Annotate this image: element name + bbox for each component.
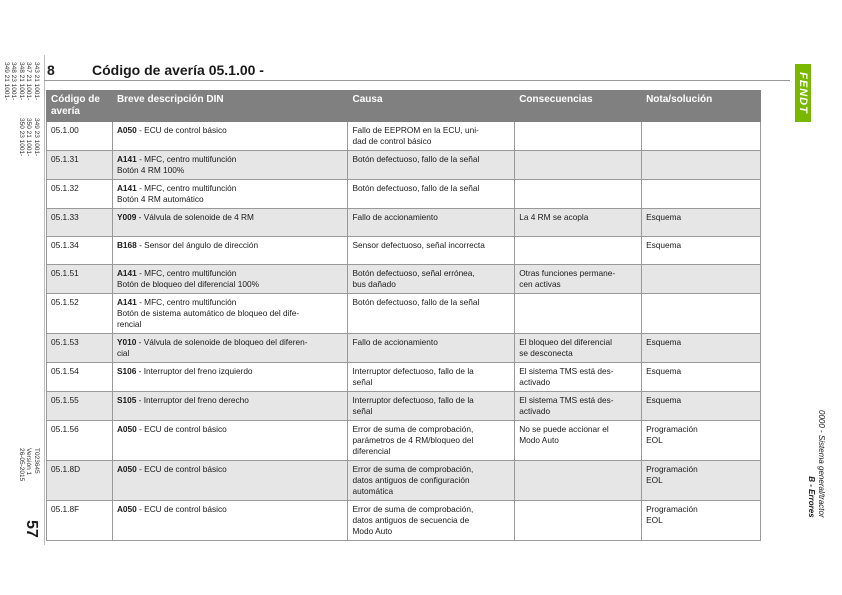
cell-note [642,392,761,421]
component-code: B168 [116,240,137,250]
component-desc: - Sensor del ángulo de dirección [136,240,259,250]
component-code: A141 [116,268,137,278]
cell-description [112,363,348,392]
component-code: S105 [116,395,137,405]
cell-consequences [515,392,642,421]
cell-line: Botón de sistema automático de bloqueo del dife- [116,308,300,318]
table-row [47,461,761,501]
cell-line: dad de control básico [352,136,432,146]
brand-logo [795,64,811,122]
component-code: A050 [116,125,137,135]
cell-description [112,461,348,501]
cell-note [642,151,761,180]
cell-line: EOL [646,435,663,445]
cell-consequences [515,421,642,461]
cell-line: Botón 4 RM automático [116,194,204,204]
cell-line: diferencial [352,446,391,456]
component-code: A141 [116,297,137,307]
component-desc: - Interruptor del freno derecho [136,395,249,405]
fault-code-table [46,90,761,541]
component-code: A141 [116,183,137,193]
cell-line: Error de suma de comprobación, [352,424,474,434]
cell-note [642,501,761,541]
cell-line: 05.1.8F [51,504,80,514]
table-header-row [47,91,761,122]
cell-cause [348,151,515,180]
table-row [47,501,761,541]
cell-code [47,421,113,461]
cell-line: Esquema [646,240,682,250]
ref-line: 343 21 1001- [33,62,40,101]
cell-line: activado [519,377,551,387]
cell-line: 05.1.52 [51,297,79,307]
cell-line [117,154,344,165]
cell-line: 05.1.00 [51,125,79,135]
cell-line: rencial [116,319,142,329]
cell-code [47,392,113,421]
cell-line [117,297,344,308]
cell-line: datos antiguos de configuración [352,475,470,485]
cell-line: Fallo de accionamiento [352,212,438,222]
cell-cause [348,180,515,209]
cell-cause [348,122,515,151]
cell-line: Sensor defectuoso, señal incorrecta [352,240,485,250]
cell-line: 05.1.8D [51,464,81,474]
section-label [806,410,826,518]
cell-line: Botón defectuoso, fallo de la señal [352,297,480,307]
component-desc: - MFC, centro multifunción [136,297,237,307]
component-desc: - ECU de control básico [136,424,227,434]
cell-description [112,421,348,461]
cell-consequences [515,501,642,541]
cell-description [112,501,348,541]
cell-line: 05.1.31 [51,154,79,164]
cell-cause [348,501,515,541]
margin-divider [44,55,45,545]
cell-line: Botón defectuoso, fallo de la señal [352,183,480,193]
component-desc: - Válvula de solenoide de bloqueo del diferen- [136,337,308,347]
cell-line [117,395,344,406]
component-code: Y010 [116,337,137,347]
cell-cause [348,392,515,421]
cell-cause [348,265,515,294]
cell-line: EOL [646,515,663,525]
component-desc: - MFC, centro multifunción [136,183,237,193]
table-row [47,151,761,180]
table-row [47,363,761,392]
cell-cause [348,294,515,334]
cell-line: El bloqueo del diferencial [519,337,612,347]
cell-line: Modo Auto [352,526,393,536]
component-desc: - ECU de control básico [136,125,227,135]
cell-code [47,363,113,392]
component-desc: - MFC, centro multifunción [136,154,237,164]
margin-model-refs-a [3,62,41,100]
ref-line: 348 21 1001- [18,62,25,101]
cell-consequences [515,209,642,237]
ref-line: 347 21 1001- [25,62,33,101]
cell-description [112,334,348,363]
ref-line: 350 23 1001- [18,118,25,157]
component-code: Y009 [116,212,137,222]
cell-line [117,183,344,194]
cell-line: Error de suma de comprobación, [352,504,474,514]
margin-doc-info [18,448,41,481]
cell-line: cen activas [519,279,561,289]
cell-note [642,334,761,363]
section-label-line1: 0000 - Sistema general/tractor [817,410,826,518]
cell-line: El sistema TMS está des- [519,395,614,405]
cell-line: El sistema TMS está des- [519,366,614,376]
cell-line [117,125,344,136]
table-row [47,122,761,151]
cell-description [112,180,348,209]
cell-line: Botón 4 RM 100% [116,165,185,175]
cell-line: Botón defectuoso, fallo de la señal [352,154,480,164]
cell-line [117,268,344,279]
cell-line: bus dañado [352,279,396,289]
brand-logo-text: FENDT [797,72,810,114]
cell-line: Interruptor defectuoso, fallo de la [352,366,474,376]
component-code: A050 [116,424,137,434]
component-desc: - MFC, centro multifunción [136,268,237,278]
cell-note [642,237,761,265]
cell-code [47,180,113,209]
cell-line: datos antiguos de secuencia de [352,515,470,525]
cell-line: Modo Auto [519,435,559,445]
cell-consequences [515,294,642,334]
header-description: Breve descripción DIN [112,91,348,122]
cell-code [47,265,113,294]
table-row [47,209,761,237]
cell-line: 05.1.33 [51,212,79,222]
cell-line: Esquema [646,212,682,222]
cell-note [642,363,761,392]
cell-cause [348,363,515,392]
cell-line: 05.1.51 [51,268,79,278]
cell-code [47,122,113,151]
cell-note [642,265,761,294]
cell-cause [348,421,515,461]
cell-line: 05.1.54 [51,366,79,376]
doc-date: 26-05-2015 [18,448,25,482]
header-code: Código de avería [47,91,113,122]
ref-line: 348 23 1001- [10,62,18,101]
cell-consequences [515,334,642,363]
cell-description [112,265,348,294]
header-note: Nota/solución [642,91,761,122]
cell-code [47,461,113,501]
cell-note [642,180,761,209]
cell-code [47,294,113,334]
component-desc: - ECU de control básico [136,504,227,514]
table-row [47,237,761,265]
cell-code [47,209,113,237]
cell-line: Programación [646,504,698,514]
component-code: A050 [116,504,137,514]
cell-line [117,212,344,223]
chapter-number: 8 [47,62,55,78]
cell-line: Programación [646,464,698,474]
ref-line: 349 23 1001- [33,118,40,157]
cell-line: 05.1.53 [51,337,79,347]
cell-code [47,501,113,541]
header-consequences: Consecuencias [515,91,642,122]
cell-line: 05.1.32 [51,183,79,193]
cell-line: Otras funciones permane- [519,268,616,278]
cell-line: Programación [646,424,698,434]
table-row [47,265,761,294]
cell-description [112,122,348,151]
cell-consequences [515,237,642,265]
cell-line: Fallo de EEPROM en la ECU, uni- [352,125,479,135]
cell-line: No se puede accionar el [519,424,609,434]
cell-line [117,366,344,377]
cell-note [642,421,761,461]
cell-consequences [515,363,642,392]
cell-line: señal [352,406,373,416]
cell-line: Botón defectuoso, señal errónea, [352,268,475,278]
section-label-line2: B - Errores [807,476,816,518]
cell-line: 05.1.55 [51,395,79,405]
component-desc: - Interruptor del freno izquierdo [136,366,253,376]
cell-line [117,504,344,515]
cell-consequences [515,180,642,209]
cell-line: activado [519,406,551,416]
cell-line: automática [352,486,394,496]
doc-number: T023645 [33,448,40,474]
cell-cause [348,334,515,363]
component-desc: - Válvula de solenoide de 4 RM [136,212,254,222]
cell-line: Esquema [646,395,682,405]
cell-note [642,122,761,151]
cell-line [117,337,344,348]
cell-line: 05.1.34 [51,240,79,250]
cell-line: cial [116,348,130,358]
cell-consequences [515,151,642,180]
cell-line: Interruptor defectuoso, fallo de la [352,395,474,405]
cell-line: Esquema [646,366,682,376]
cell-note [642,209,761,237]
cell-line [117,240,344,251]
cell-line: parámetros de 4 RM/bloqueo del [352,435,474,445]
cell-line: 05.1.56 [51,424,79,434]
cell-cause [348,461,515,501]
header-cause: Causa [348,91,515,122]
cell-description [112,209,348,237]
cell-line: Botón de bloqueo del diferencial 100% [116,279,260,289]
cell-code [47,151,113,180]
cell-line: Fallo de accionamiento [352,337,438,347]
cell-description [112,392,348,421]
cell-line [117,464,344,475]
table-row [47,294,761,334]
doc-version: Versión 1 [25,448,33,476]
cell-code [47,237,113,265]
component-code: S106 [116,366,137,376]
cell-line: Error de suma de comprobación, [352,464,474,474]
table-row [47,334,761,363]
cell-consequences [515,461,642,501]
cell-code [47,334,113,363]
cell-consequences [515,122,642,151]
cell-line: se desconecta [519,348,573,358]
ref-line: 350 21 1001- [25,118,33,157]
cell-line: Esquema [646,337,682,347]
cell-line: señal [352,377,373,387]
cell-description [112,237,348,265]
page-number: 57 [23,520,40,538]
cell-cause [348,237,515,265]
table-row [47,421,761,461]
component-code: A141 [116,154,137,164]
cell-note [642,461,761,501]
table-row [47,180,761,209]
cell-line: EOL [646,475,663,485]
header-rule [44,80,790,81]
cell-consequences [515,265,642,294]
cell-note [642,294,761,334]
component-code: A050 [116,464,137,474]
table-row [47,392,761,421]
ref-line: 349 21 1001- [3,62,10,101]
cell-description [112,294,348,334]
page-title: Código de avería 05.1.00 - [92,62,264,78]
cell-description [112,151,348,180]
cell-line: La 4 RM se acopla [519,212,589,222]
cell-line [117,424,344,435]
cell-cause [348,209,515,237]
margin-model-refs-b [18,118,41,156]
component-desc: - ECU de control básico [136,464,227,474]
